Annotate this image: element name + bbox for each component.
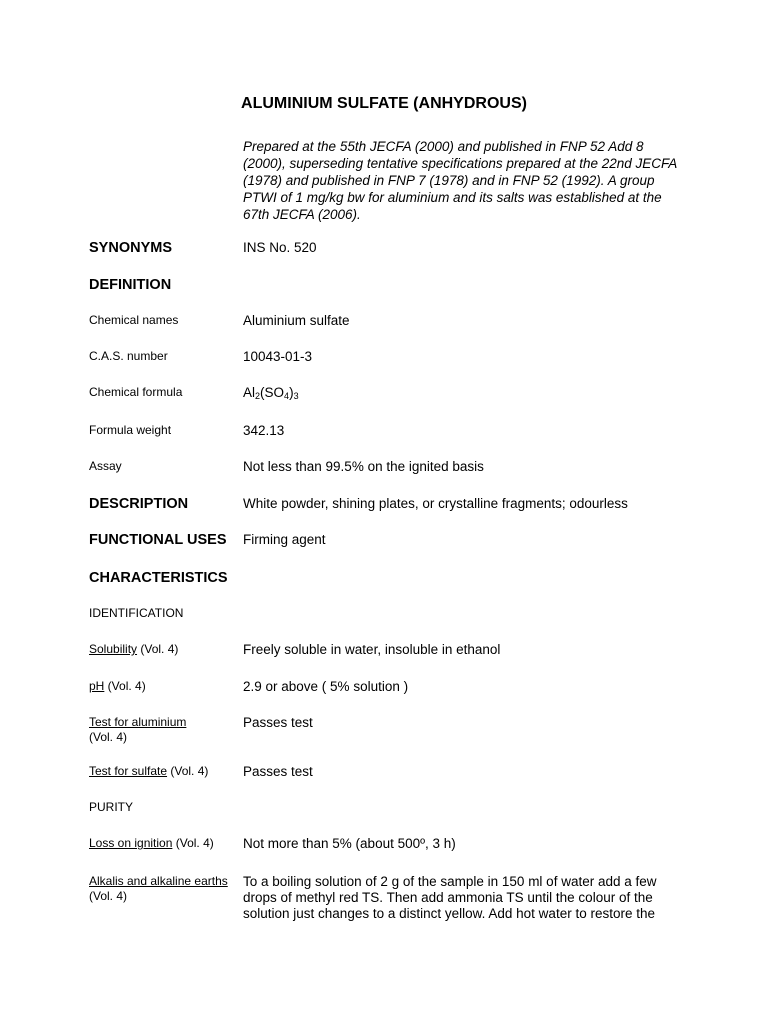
solubility-link[interactable]: Solubility (89, 642, 138, 656)
solubility-value: Freely soluble in water, insoluble in ethanol (243, 642, 501, 657)
loss-on-ignition-value: Not more than 5% (about 500º, 3 h) (243, 836, 456, 851)
formula-weight-label: Formula weight (89, 423, 172, 437)
loss-on-ignition-label: Loss on ignition (Vol. 4) (89, 836, 214, 850)
test-aluminium-link[interactable]: Test for aluminium (89, 715, 187, 729)
solubility-label: Solubility (Vol. 4) (89, 642, 179, 656)
test-aluminium-value: Passes test (243, 715, 313, 730)
ph-link[interactable]: pH (89, 679, 105, 693)
chemical-names-value: Aluminium sulfate (243, 313, 350, 328)
cas-value: 10043-01-3 (243, 349, 313, 364)
assay-label: Assay (89, 459, 122, 473)
definition-label: DEFINITION (89, 277, 172, 293)
cas-label: C.A.S. number (89, 349, 168, 363)
functional-uses-label: FUNCTIONAL USES (89, 532, 227, 548)
alkalis-value: To a boiling solution of 2 g of the sample in 150 ml of water add a few drops of methyl red TS. Then add ammonia TS until the colour of the solution just changes to a distinct yellow. Add hot water to restore the (243, 874, 657, 921)
purity-label: PURITY (89, 800, 134, 814)
document-title: ALUMINIUM SULFATE (ANHYDROUS) (241, 95, 527, 112)
formula-value: $Al_2(SO_4)_3$ (243, 385, 299, 401)
description-value: White powder, shining plates, or crystalline fragments; odourless (243, 496, 628, 511)
ph-value: 2.9 or above ( 5% solution ) (243, 679, 409, 694)
ph-label: pH (Vol. 4) (89, 679, 146, 693)
identification-label: IDENTIFICATION (89, 606, 184, 620)
alkalis-label: Alkalis and alkaline earths (Vol. 4) (89, 874, 228, 903)
formula-weight-value: 342.13 (243, 423, 285, 438)
test-aluminium-label: Test for aluminium (Vol. 4) (89, 715, 187, 744)
test-sulfate-label: Test for sulfate (Vol. 4) (89, 764, 209, 778)
description-label: DESCRIPTION (89, 496, 189, 512)
test-sulfate-link[interactable]: Test for sulfate (89, 764, 168, 778)
alkalis-link[interactable]: Alkalis and alkaline earths (89, 874, 228, 888)
synonyms-value: INS No. 520 (243, 240, 317, 255)
formula-label: Chemical formula (89, 385, 183, 399)
synonyms-label: SYNONYMS (89, 240, 172, 256)
intro-paragraph: Prepared at the 55th JECFA (2000) and published in FNP 52 Add 8 (2000), superseding tentative specifications prepared at the 22nd JECFA (1978) and published in FNP 7 (1978) and in FNP 52 (1992). A group PTWI of 1 mg/kg bw for aluminium and its salts was established at the 67th JECFA (2006). (243, 139, 677, 222)
assay-value: Not less than 99.5% on the ignited basis (243, 459, 484, 474)
test-sulfate-value: Passes test (243, 764, 313, 779)
characteristics-label: CHARACTERISTICS (89, 570, 228, 586)
functional-uses-value: Firming agent (243, 532, 326, 547)
chemical-names-label: Chemical names (89, 313, 179, 327)
loss-on-ignition-link[interactable]: Loss on ignition (89, 836, 173, 850)
